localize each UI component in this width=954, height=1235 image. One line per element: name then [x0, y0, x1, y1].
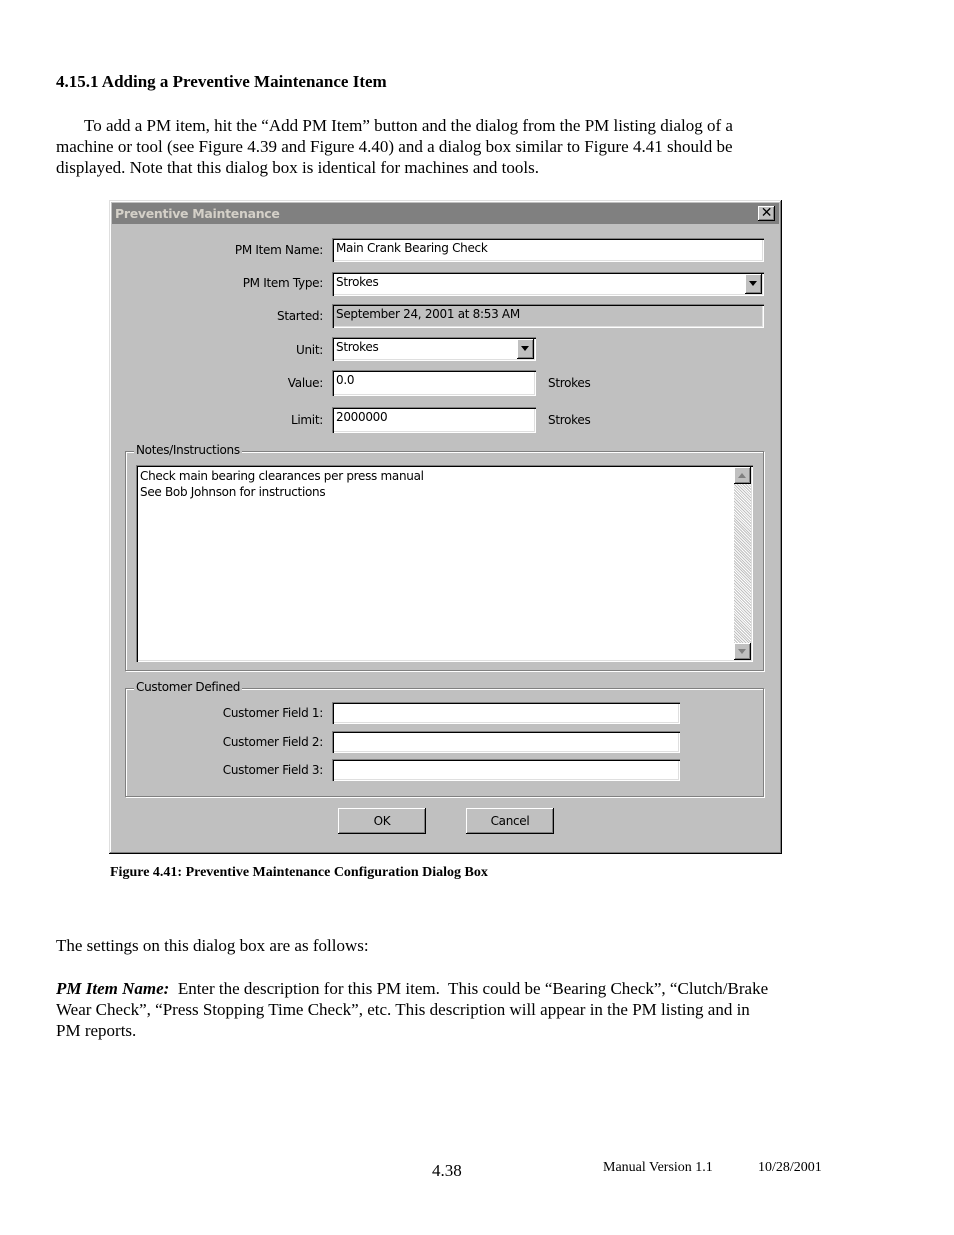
- manual-version: Manual Version 1.1: [603, 1160, 713, 1175]
- figure-caption: Figure 4.41: Preventive Maintenance Configuration Dialog Box: [110, 865, 488, 880]
- notes-group-title: Notes/Instructions: [136, 443, 240, 457]
- chevron-down-icon[interactable]: [745, 274, 762, 294]
- started-label: Started:: [277, 309, 323, 323]
- limit-label: Limit:: [291, 413, 323, 427]
- dialog-titlebar[interactable]: [112, 203, 779, 224]
- cancel-button[interactable]: Cancel: [466, 808, 554, 834]
- customer-field-2-input[interactable]: [332, 731, 680, 753]
- scroll-up-icon[interactable]: [734, 467, 751, 484]
- pm-item-name-desc-line-3: PM reports.: [56, 1021, 137, 1040]
- preventive-maintenance-dialog: [109, 200, 782, 854]
- customer-field-1-label: Customer Field 1:: [222, 706, 323, 720]
- pm-item-name-desc-line-1: [56, 978, 768, 1000]
- section-heading: 4.15.1 Adding a Preventive Maintenance Item: [56, 72, 387, 91]
- unit-label: Unit:: [296, 343, 323, 357]
- page-number: 4.38: [432, 1161, 462, 1180]
- customer-defined-title: Customer Defined: [136, 680, 241, 694]
- value-label: Value:: [287, 376, 323, 390]
- notes-line-2: See Bob Johnson for instructions: [140, 485, 326, 499]
- pm-item-name-desc-line-2: Wear Check”, “Press Stopping Time Check”, etc. This description will appear in the PM listing and in: [56, 1000, 750, 1019]
- dialog-title: Preventive Maintenance: [115, 206, 280, 221]
- pm-item-name-label: PM Item Name:: [234, 243, 323, 257]
- started-value: September 24, 2001 at 8:53 AM: [332, 304, 764, 328]
- limit-input[interactable]: 2000000: [332, 407, 536, 433]
- manual-date: 10/28/2001: [758, 1160, 822, 1175]
- intro-line-3: displayed. Note that this dialog box is identical for machines and tools.: [56, 158, 539, 177]
- notes-textarea[interactable]: [136, 465, 753, 662]
- pm-item-type-label: PM Item Type:: [242, 276, 323, 290]
- intro-line-2: machine or tool (see Figure 4.39 and Figure 4.40) and a dialog box similar to Figure 4.41 should be: [56, 137, 733, 156]
- notes-scrollbar[interactable]: [734, 467, 751, 660]
- customer-field-3-label: Customer Field 3:: [222, 763, 323, 777]
- notes-line-1: Check main bearing clearances per press manual: [140, 469, 424, 483]
- value-input[interactable]: 0.0: [332, 370, 536, 396]
- pm-item-type-value: Strokes: [336, 275, 379, 289]
- unit-value: Strokes: [336, 340, 379, 354]
- notes-group: [125, 443, 764, 671]
- limit-unit-label: Strokes: [548, 413, 591, 427]
- pm-item-type-select[interactable]: [332, 272, 764, 296]
- close-icon[interactable]: ✕: [758, 206, 775, 221]
- customer-field-3-input[interactable]: [332, 759, 680, 781]
- chevron-down-icon[interactable]: [517, 339, 534, 359]
- unit-select[interactable]: [332, 337, 536, 361]
- pm-item-name-desc-text: Enter the description for this PM item. This could be “Bearing Check”, “Clutch/Brake: [169, 979, 769, 998]
- intro-line-1: To add a PM item, hit the “Add PM Item” button and the dialog from the PM listing dialog of a: [84, 116, 733, 135]
- value-unit-label: Strokes: [548, 376, 591, 390]
- settings-intro: The settings on this dialog box are as follows:: [56, 936, 369, 955]
- customer-field-1-input[interactable]: [332, 702, 680, 724]
- pm-item-name-term: PM Item Name:: [56, 979, 170, 998]
- ok-button[interactable]: OK: [338, 808, 426, 834]
- pm-item-name-input[interactable]: Main Crank Bearing Check: [332, 238, 764, 262]
- scroll-down-icon[interactable]: [734, 643, 751, 660]
- customer-field-2-label: Customer Field 2:: [222, 735, 323, 749]
